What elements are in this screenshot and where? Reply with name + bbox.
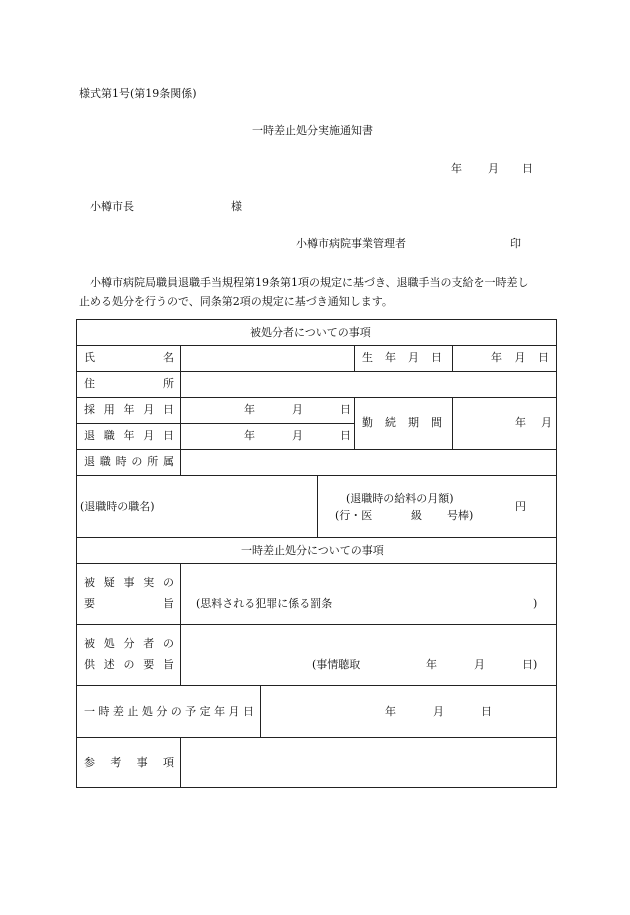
label-char: 考 [110, 756, 122, 769]
document-title: 一時差止処分実施通知書 [252, 124, 373, 137]
hire-day: 日 [340, 403, 351, 416]
section1-title: 被処分者についての事項 [250, 326, 371, 339]
scheduled-day: 日 [481, 705, 492, 718]
statement-year: 年 [426, 658, 437, 671]
salary-label: (退職時の給料の月額) [346, 492, 454, 505]
label-char: 旨 [163, 597, 174, 610]
scheduled-month: 月 [433, 705, 444, 718]
sender-name: 小樽市病院事業管理者 [296, 237, 406, 250]
label-char: 日 [431, 351, 442, 364]
label-char: 処 [103, 637, 115, 650]
label-char: の [170, 705, 182, 718]
label-char: 所 [147, 455, 159, 468]
label-char: 事 [123, 576, 135, 589]
label-char: 分 [123, 637, 135, 650]
label-char: 予 [185, 705, 197, 718]
label-char: 日 [242, 705, 254, 718]
label-char: 年 [385, 351, 396, 364]
suspect-label-line1 [84, 577, 174, 588]
label-char: 職 [99, 455, 111, 468]
label-char: 職 [103, 429, 115, 442]
label-char: 月 [143, 429, 155, 442]
service-period-label [362, 417, 442, 428]
seal-mark: 印 [510, 237, 521, 250]
hire-month: 月 [292, 403, 303, 416]
label-char: 年 [214, 705, 226, 718]
salary-unit: 円 [515, 500, 526, 513]
value-char: 年 [491, 351, 502, 364]
form-number: 様式第1号(第19条関係) [79, 87, 197, 100]
label-char: 分 [156, 705, 168, 718]
label-char: 項 [162, 756, 174, 769]
value-char: 日 [538, 351, 549, 364]
date-year: 年 [451, 162, 462, 175]
suspect-value-open: (思料される犯罪に係る罰条 [196, 597, 333, 610]
label-char: 処 [141, 705, 153, 718]
scheduled-year: 年 [385, 705, 396, 718]
label-char: 月 [408, 351, 419, 364]
salary-grade-step: 号棒) [447, 509, 474, 522]
label-char: 年 [123, 403, 135, 416]
statement-month: 月 [474, 658, 485, 671]
statement-prefix: (事情聴取 [312, 658, 361, 671]
label-char: 事 [136, 756, 148, 769]
scheduled-date-label [84, 706, 254, 717]
label-char: 止 [127, 705, 139, 718]
label-char: 要 [84, 597, 95, 610]
label-char: 用 [103, 403, 115, 416]
statement-label-line1 [84, 638, 174, 649]
label-char: 供 [84, 658, 95, 671]
department-label [84, 456, 174, 467]
label-char: 年 [123, 429, 135, 442]
date-day: 日 [522, 162, 533, 175]
label-char: 採 [84, 403, 95, 416]
retire-month: 月 [292, 429, 303, 442]
salary-grade-level: 級 [411, 509, 422, 522]
label-char: 名 [163, 351, 174, 364]
retire-day: 日 [340, 429, 351, 442]
label-char: 者 [143, 637, 155, 650]
label-char: 所 [163, 377, 174, 390]
body-text-line1: 小樽市病院局職員退職手当規程第19条第1項の規定に基づき、退職手当の支給を一時差し [90, 276, 529, 289]
label-char: 旨 [163, 658, 174, 671]
body-text-line2: 止める処分を行うので、同条第2項の規定に基づき通知します。 [79, 295, 393, 308]
addressee-name: 小樽市長 [90, 200, 134, 213]
label-char: 定 [199, 705, 211, 718]
address-label [84, 378, 174, 389]
label-char: の [163, 637, 174, 650]
label-char: 時 [115, 455, 127, 468]
label-char: 間 [431, 416, 442, 429]
label-char: 属 [162, 455, 174, 468]
label-char: 被 [84, 576, 95, 589]
label-char: 生 [362, 351, 373, 364]
value-char: 月 [514, 351, 526, 364]
label-char: 一 [84, 705, 95, 718]
label-char: 期 [408, 416, 419, 429]
retire-year: 年 [244, 429, 255, 442]
suspect-label-line2 [84, 598, 174, 609]
label-char: 参 [84, 756, 95, 769]
label-char: 日 [163, 403, 174, 416]
label-char: 退 [84, 455, 95, 468]
label-char: 退 [84, 429, 95, 442]
retire-date-label [84, 430, 174, 441]
label-char: 続 [385, 416, 396, 429]
service-months: 月 [541, 416, 552, 429]
label-char: 要 [143, 658, 155, 671]
label-char: 述 [103, 658, 115, 671]
label-char: の [123, 658, 135, 671]
date-month: 月 [488, 162, 499, 175]
birth-value [491, 352, 549, 363]
label-char: 疑 [103, 576, 115, 589]
label-char: 差 [112, 705, 124, 718]
label-char: 実 [143, 576, 155, 589]
name-label [84, 352, 174, 363]
label-char: 勤 [362, 416, 373, 429]
label-char: の [163, 576, 174, 589]
hire-year: 年 [244, 403, 255, 416]
section2-title: 一時差止処分についての事項 [241, 544, 384, 557]
label-char: 日 [163, 429, 174, 442]
statement-day: 日) [522, 658, 538, 671]
birth-label [362, 352, 442, 363]
position-label: (退職時の職名) [80, 500, 155, 513]
salary-grade-prefix: (行・医 [335, 509, 373, 522]
addressee-honorific: 様 [231, 200, 242, 213]
hire-date-label [84, 404, 174, 415]
label-char: 月 [143, 403, 155, 416]
statement-label-line2 [84, 659, 174, 670]
label-char: の [131, 455, 143, 468]
service-years: 年 [515, 416, 526, 429]
remarks-label [84, 757, 174, 768]
label-char: 氏 [84, 351, 95, 364]
label-char: 被 [84, 637, 95, 650]
label-char: 月 [228, 705, 240, 718]
suspect-value-close: ) [533, 597, 538, 610]
label-char: 住 [84, 377, 95, 390]
label-char: 時 [98, 705, 110, 718]
